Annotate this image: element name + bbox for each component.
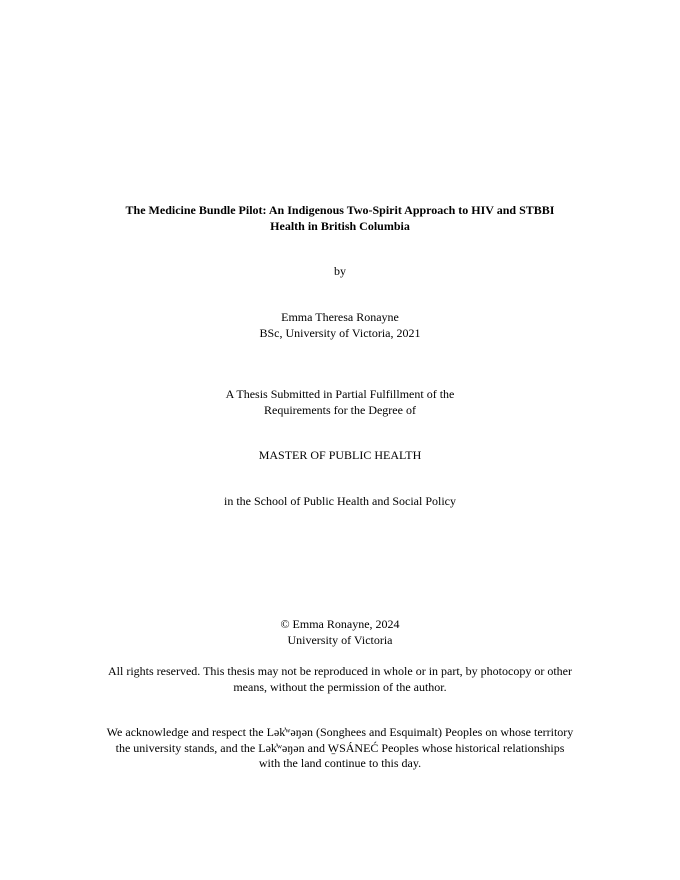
submission-line-1: A Thesis Submitted in Partial Fulfillment of the [225, 387, 455, 401]
rights-line-2: means, without the permission of the author. [233, 679, 447, 694]
degree-name [0, 448, 680, 464]
copyright-line: © Emma Ronayne, 2024 [280, 617, 400, 631]
author-block [0, 310, 680, 341]
copyright-block [0, 617, 680, 648]
acknowledgement-line-2: the university stands, and the Lək̓ʷəŋən and W̱SÁNEĆ Peoples whose historical relationships [115, 740, 565, 755]
thesis-title-line-2: Health in British Columbia [270, 218, 410, 233]
copyright-university: University of Victoria [287, 632, 393, 647]
author-prior-degree: BSc, University of Victoria, 2021 [259, 325, 421, 340]
thesis-title [0, 203, 680, 234]
acknowledgement-line-1: We acknowledge and respect the Lək̓ʷəŋən (Songhees and Esquimalt) Peoples on whose territory [106, 725, 574, 739]
rights-statement [78, 664, 602, 695]
submission-line-2: Requirements for the Degree of [264, 402, 416, 417]
land-acknowledgement [78, 725, 602, 772]
thesis-title-line-1: The Medicine Bundle Pilot: An Indigenous Two-Spirit Approach to HIV and STBBI [125, 203, 555, 217]
rights-line-1: All rights reserved. This thesis may not be reproduced in whole or in part, by photocopy or other [107, 664, 572, 678]
degree-text: MASTER OF PUBLIC HEALTH [258, 448, 422, 462]
by-label [0, 264, 680, 280]
by-text: by [334, 264, 346, 278]
school-text: in the School of Public Health and Social Policy [224, 494, 456, 508]
author-name: Emma Theresa Ronayne [281, 310, 399, 324]
submission-statement [0, 387, 680, 418]
acknowledgement-line-3: with the land continue to this day. [258, 756, 422, 770]
school-name [0, 494, 680, 510]
